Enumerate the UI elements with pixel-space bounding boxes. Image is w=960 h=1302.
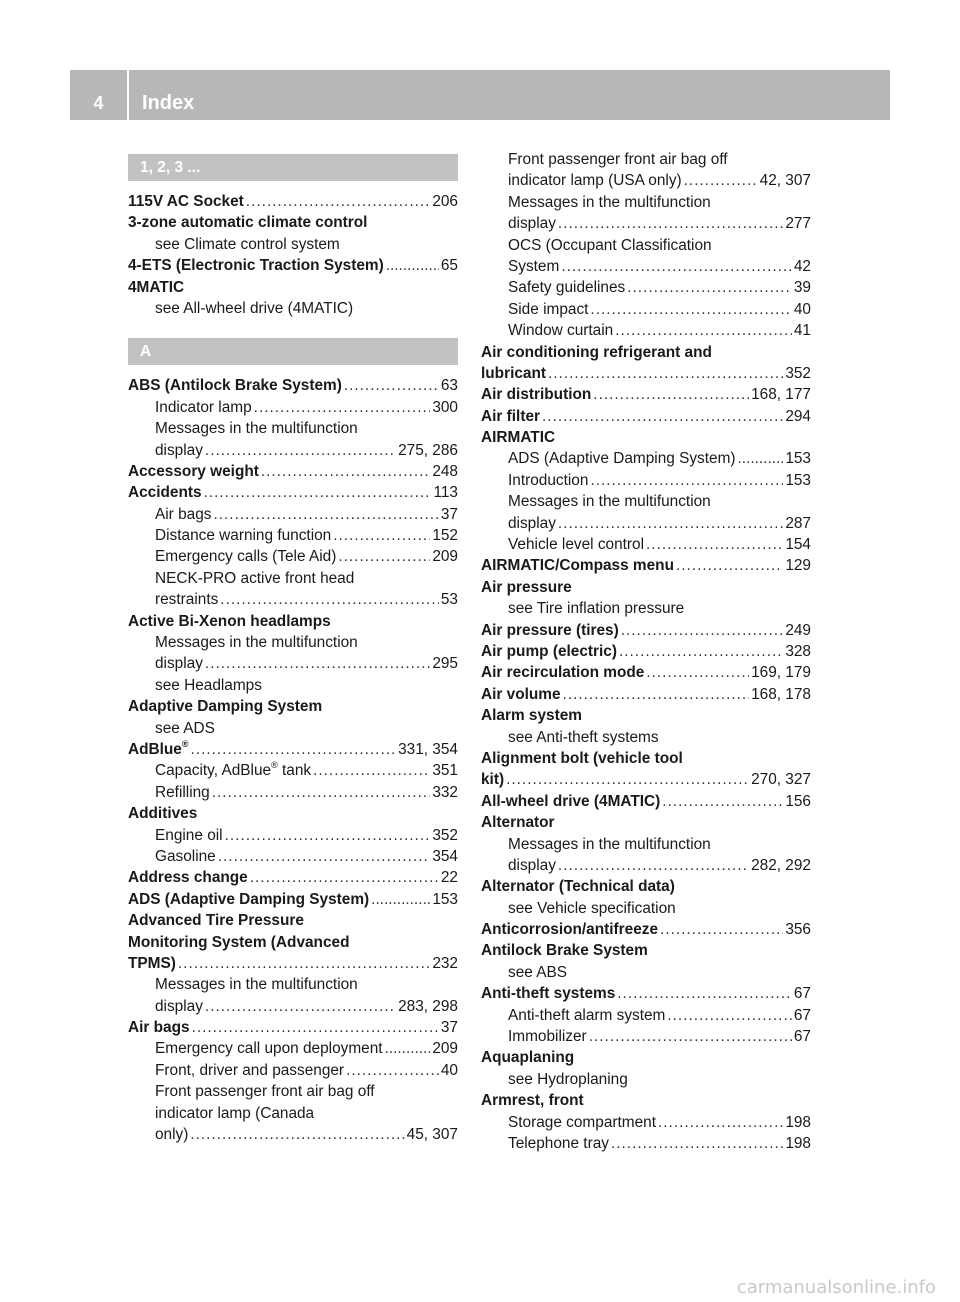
index-subentry xyxy=(481,1133,811,1154)
page-ref: 153 xyxy=(432,890,458,908)
page-ref: 67 xyxy=(793,1006,811,1024)
watermark: carmanualsonline.info xyxy=(736,1277,936,1298)
page-ref: 209 xyxy=(432,548,458,566)
index-entry xyxy=(481,940,811,961)
index-entry xyxy=(128,212,458,233)
entry-text: Emergency call upon deployment xyxy=(155,1040,383,1058)
index-subentry xyxy=(481,213,811,234)
index-subentry xyxy=(481,320,811,341)
index-subentry xyxy=(128,675,458,696)
index-entry xyxy=(481,427,811,448)
leader-dots xyxy=(220,589,439,610)
leader-dots xyxy=(646,662,749,683)
entry-text: Address change xyxy=(128,869,248,887)
index-subentry xyxy=(481,192,811,213)
index-entry xyxy=(128,277,458,298)
page-ref: 356 xyxy=(785,921,811,939)
page-ref: 295 xyxy=(432,655,458,673)
entry-text: AIRMATIC/Compass menu xyxy=(481,557,674,575)
index-entry xyxy=(481,406,811,427)
leader-dots xyxy=(205,440,396,461)
leader-dots xyxy=(684,170,758,191)
entry-text xyxy=(128,739,189,760)
leader-dots xyxy=(191,739,397,760)
page-ref: 294 xyxy=(785,407,811,425)
leader-dots xyxy=(558,855,749,876)
entry-text: Indicator lamp xyxy=(155,398,252,416)
entry-text: only) xyxy=(155,1126,189,1144)
entry-text-main: AdBlue xyxy=(128,740,182,758)
page-ref: 354 xyxy=(432,847,458,865)
entry-text: kit) xyxy=(481,771,505,789)
index-entry xyxy=(481,342,811,363)
entry-text: Alignment bolt (vehicle tool xyxy=(481,749,683,767)
index-entry xyxy=(481,384,811,405)
index-subentry xyxy=(128,397,458,418)
page-ref: 283, 298 xyxy=(398,997,458,1015)
index-subentry xyxy=(128,234,458,255)
index-entry xyxy=(481,876,811,897)
page-ref: 42 xyxy=(793,257,811,275)
page-ref: 209 xyxy=(432,1040,458,1058)
index-entry xyxy=(128,191,458,212)
index-subentry xyxy=(128,504,458,525)
index-entry xyxy=(481,1047,811,1068)
entry-text: Front passenger front air bag off xyxy=(508,151,728,168)
entry-text: Air recirculation mode xyxy=(481,664,645,682)
index-subentry xyxy=(481,277,811,298)
index-entry xyxy=(128,932,458,953)
index-subentry xyxy=(128,1124,458,1145)
page-ref: 232 xyxy=(432,954,458,972)
entry-text: Side impact xyxy=(508,300,589,318)
page-ref: 282, 292 xyxy=(751,856,811,874)
leader-dots xyxy=(250,867,439,888)
entry-text: Air volume xyxy=(481,685,561,703)
entry-text: ADS (Adaptive Damping System) xyxy=(508,450,736,468)
index-entry xyxy=(481,662,811,683)
index-subentry xyxy=(128,525,458,546)
entry-text xyxy=(155,760,311,781)
page-ref: 154 xyxy=(785,536,811,554)
entry-text: Engine oil xyxy=(155,826,223,844)
index-subentry xyxy=(481,470,811,491)
entry-text: TPMS) xyxy=(128,954,176,972)
page-ref: 45, 307 xyxy=(406,1126,458,1144)
entry-text: Messages in the multifunction xyxy=(508,193,711,211)
index-subentry xyxy=(128,632,458,653)
index-entry xyxy=(128,696,458,717)
entry-text-rest: tank xyxy=(277,762,312,780)
entry-text: Air pressure xyxy=(481,578,572,596)
page-ref: 129 xyxy=(785,557,811,575)
entry-text: see ABS xyxy=(508,963,568,981)
index-entry xyxy=(481,620,811,641)
entry-text: Messages in the multifunction xyxy=(508,835,711,853)
leader-dots xyxy=(344,375,439,396)
entry-text: Accidents xyxy=(128,484,202,502)
entry-text: Additives xyxy=(128,805,198,823)
entry-text: Front passenger front air bag off xyxy=(155,1083,375,1101)
entry-text: Advanced Tire Pressure xyxy=(128,912,304,930)
entry-text: Emergency calls (Tele Aid) xyxy=(155,548,337,566)
entry-text: Air pump (electric) xyxy=(481,642,617,660)
page-ref: 67 xyxy=(793,1028,811,1046)
page-ref: 332 xyxy=(432,783,458,801)
page-ref: 275, 286 xyxy=(398,441,458,459)
index-subentry xyxy=(128,782,458,803)
entry-text: All-wheel drive (4MATIC) xyxy=(481,792,661,810)
page-ref: 168, 177 xyxy=(751,386,811,404)
index-entry xyxy=(128,482,458,503)
entry-text: System xyxy=(508,257,560,275)
registered-mark: ® xyxy=(271,760,278,771)
leader-dots xyxy=(190,1124,404,1145)
entry-text: see Vehicle specification xyxy=(508,899,676,917)
page-ref: 352 xyxy=(785,364,811,382)
index-entry xyxy=(481,705,811,726)
entry-text: Accessory weight xyxy=(128,462,259,480)
entry-text: Safety guidelines xyxy=(508,279,626,297)
page-ref: 41 xyxy=(793,322,811,340)
index-subentry xyxy=(128,718,458,739)
index-subentry xyxy=(481,1026,811,1047)
leader-dots xyxy=(205,653,430,674)
index-entry xyxy=(128,739,458,760)
leader-dots xyxy=(548,363,783,384)
entry-text: indicator lamp (Canada xyxy=(155,1104,315,1122)
index-entry xyxy=(481,684,811,705)
leader-dots xyxy=(676,555,783,576)
entry-text: AIRMATIC xyxy=(481,429,556,447)
index-subentry xyxy=(128,825,458,846)
entry-text: Air bags xyxy=(128,1019,190,1037)
page-ref: 39 xyxy=(793,279,811,297)
entry-text: indicator lamp (USA only) xyxy=(508,172,682,190)
index-entry xyxy=(128,461,458,482)
entry-text: display xyxy=(155,655,203,673)
entry-text: see Anti-theft systems xyxy=(508,728,659,746)
leader-dots xyxy=(611,1133,783,1154)
entry-text: restraints xyxy=(155,591,219,609)
entry-text: display xyxy=(508,215,556,233)
entry-text: Antilock Brake System xyxy=(481,942,648,960)
section-header-a: A xyxy=(128,338,458,365)
leader-dots xyxy=(590,299,791,320)
leader-dots xyxy=(506,769,749,790)
index-entry xyxy=(128,255,458,276)
page-ref: 113 xyxy=(433,484,458,502)
index-subentry xyxy=(481,513,811,534)
index-subentry xyxy=(128,1060,458,1081)
leader-dots xyxy=(178,953,430,974)
index-entry xyxy=(481,769,811,790)
entry-text: Air conditioning refrigerant and xyxy=(481,343,712,361)
page-number: 4 xyxy=(93,93,104,113)
index-subentry xyxy=(128,418,458,439)
entry-text: ADS (Adaptive Damping System) xyxy=(128,890,370,908)
entry-text: Messages in the multifunction xyxy=(155,634,358,652)
index-entry xyxy=(481,791,811,812)
index-entry xyxy=(481,641,811,662)
entry-text: Refilling xyxy=(155,783,210,801)
index-entry xyxy=(128,1017,458,1038)
page-ref: 352 xyxy=(432,826,458,844)
page-header xyxy=(70,70,890,120)
leader-dots xyxy=(667,1005,792,1026)
leader-dots xyxy=(205,996,396,1017)
page-ref: 169, 179 xyxy=(751,664,811,682)
page-ref: 300 xyxy=(432,398,458,416)
entry-text: Messages in the multifunction xyxy=(508,493,711,511)
entry-text: Active Bi-Xenon headlamps xyxy=(128,612,331,630)
page-ref: 53 xyxy=(440,591,458,609)
entry-text: display xyxy=(508,514,556,532)
index-entry xyxy=(128,953,458,974)
leader-dots xyxy=(563,684,750,705)
entry-text: Alarm system xyxy=(481,707,582,725)
page-ref: 65 xyxy=(440,257,458,275)
entry-text: Adaptive Damping System xyxy=(128,698,323,716)
index-entry xyxy=(128,867,458,888)
index-entry xyxy=(481,577,811,598)
leader-dots xyxy=(615,320,792,341)
entry-text: 4-ETS (Electronic Traction System) xyxy=(128,257,384,275)
leader-dots xyxy=(212,782,431,803)
page-ref: 168, 178 xyxy=(751,685,811,703)
index-entry xyxy=(481,812,811,833)
leader-dots xyxy=(218,846,431,867)
page-ref: 153 xyxy=(785,471,811,489)
leader-dots xyxy=(371,889,430,910)
leader-dots xyxy=(204,482,432,503)
entry-text: see Hydroplaning xyxy=(508,1070,628,1088)
page-ref: 153 xyxy=(785,450,811,468)
leader-dots xyxy=(646,534,783,555)
page-title: Index xyxy=(142,92,195,114)
entry-text: Window curtain xyxy=(508,322,614,340)
entry-text: see Climate control system xyxy=(155,235,340,253)
entry-text: see Tire inflation pressure xyxy=(508,600,685,618)
entry-text: Air pressure (tires) xyxy=(481,621,619,639)
index-subentry xyxy=(481,448,811,469)
entry-text: ABS (Antilock Brake System) xyxy=(128,377,342,395)
index-subentry xyxy=(128,589,458,610)
registered-mark: ® xyxy=(181,738,189,749)
leader-dots xyxy=(385,1038,431,1059)
index-subentry xyxy=(481,1069,811,1090)
leader-dots xyxy=(660,919,783,940)
leader-dots xyxy=(313,760,430,781)
index-entry xyxy=(481,363,811,384)
index-subentry xyxy=(128,1081,458,1102)
entry-text: Armrest, front xyxy=(481,1092,584,1110)
leader-dots xyxy=(658,1112,783,1133)
entry-text: Anticorrosion/antifreeze xyxy=(481,921,659,939)
page-ref: 37 xyxy=(440,1019,458,1037)
entry-text: display xyxy=(508,856,556,874)
leader-dots xyxy=(225,825,431,846)
index-entry xyxy=(481,555,811,576)
entry-text: 3-zone automatic climate control xyxy=(128,214,368,232)
index-subentry xyxy=(128,974,458,995)
index-subentry xyxy=(128,1103,458,1124)
leader-dots xyxy=(254,397,431,418)
entry-text: see ADS xyxy=(155,719,215,737)
index-entry xyxy=(481,1090,811,1111)
leader-dots xyxy=(333,525,430,546)
index-subentry xyxy=(481,855,811,876)
entry-text: Messages in the multifunction xyxy=(155,976,358,994)
entry-text: 115V AC Socket xyxy=(128,193,244,210)
index-subentry xyxy=(128,568,458,589)
index-subentry xyxy=(481,299,811,320)
index-entry xyxy=(128,910,458,931)
entry-text: Storage compartment xyxy=(508,1113,656,1131)
index-subentry xyxy=(481,898,811,919)
page-ref: 351 xyxy=(432,762,458,780)
index-entry xyxy=(128,803,458,824)
entry-text: NECK-PRO active front head xyxy=(155,569,355,587)
leader-dots xyxy=(617,983,792,1004)
header-divider xyxy=(127,70,129,120)
index-subentry xyxy=(481,1112,811,1133)
entry-text: display xyxy=(155,441,203,459)
index-subentry xyxy=(481,534,811,555)
page-ref: 63 xyxy=(440,377,458,395)
page-ref: 277 xyxy=(785,215,811,233)
page-ref: 40 xyxy=(440,1061,458,1079)
index-subentry xyxy=(481,149,811,170)
entry-text-main: Capacity, AdBlue xyxy=(155,762,272,780)
index-subentry xyxy=(481,235,811,256)
leader-dots xyxy=(558,513,783,534)
index-subentry xyxy=(481,834,811,855)
index-entry xyxy=(481,983,811,1004)
index-subentry xyxy=(481,598,811,619)
index-entry xyxy=(128,375,458,396)
page-ref: 152 xyxy=(432,527,458,545)
entry-text: Alternator (Technical data) xyxy=(481,878,675,896)
entry-text: Messages in the multifunction xyxy=(155,420,358,438)
page-ref: 287 xyxy=(785,514,811,532)
entry-text: Gasoline xyxy=(155,847,216,865)
page-ref: 248 xyxy=(432,462,458,480)
page-ref: 37 xyxy=(440,505,458,523)
entry-text: Anti-theft systems xyxy=(481,985,616,1003)
entry-text: Distance warning function xyxy=(155,527,332,545)
page-ref: 40 xyxy=(793,300,811,318)
index-subentry xyxy=(128,440,458,461)
entry-text: Alternator xyxy=(481,814,555,832)
index-column-left xyxy=(128,149,458,1145)
index-subentry xyxy=(481,962,811,983)
entry-text: display xyxy=(155,997,203,1015)
leader-dots xyxy=(542,406,783,427)
index-subentry xyxy=(128,653,458,674)
leader-dots xyxy=(589,1026,792,1047)
leader-dots xyxy=(213,504,438,525)
leader-dots xyxy=(627,277,792,298)
index-column-right xyxy=(481,149,811,1154)
leader-dots xyxy=(346,1060,439,1081)
page-ref: 328 xyxy=(785,642,811,660)
entry-text: Immobilizer xyxy=(508,1028,587,1046)
entry-text: Vehicle level control xyxy=(508,536,645,554)
entry-text: see All-wheel drive (4MATIC) xyxy=(155,299,354,317)
index-subentry xyxy=(481,256,811,277)
entry-text: Air filter xyxy=(481,407,541,425)
leader-dots xyxy=(386,255,439,276)
page-ref: 198 xyxy=(785,1113,811,1131)
index-entry xyxy=(128,889,458,910)
entry-text: 4MATIC xyxy=(128,278,185,296)
index-entry xyxy=(481,748,811,769)
index-subentry xyxy=(128,846,458,867)
index-subentry xyxy=(128,1038,458,1059)
entry-text: Air bags xyxy=(155,505,212,523)
page-ref: 249 xyxy=(785,621,811,639)
leader-dots xyxy=(261,461,430,482)
index-subentry xyxy=(128,760,458,781)
index-subentry xyxy=(128,996,458,1017)
leader-dots xyxy=(338,546,430,567)
entry-text: Monitoring System (Advanced xyxy=(128,933,350,951)
index-subentry xyxy=(481,170,811,191)
entry-text: Introduction xyxy=(508,471,589,489)
leader-dots xyxy=(662,791,783,812)
page-ref: 206 xyxy=(432,193,458,210)
entry-text: Anti-theft alarm system xyxy=(508,1006,666,1024)
page-ref: 198 xyxy=(785,1134,811,1152)
page-ref: 156 xyxy=(785,792,811,810)
entry-text: Front, driver and passenger xyxy=(155,1061,345,1079)
entry-text: Telephone tray xyxy=(508,1134,609,1152)
index-subentry xyxy=(128,546,458,567)
entry-text: Aquaplaning xyxy=(481,1049,575,1067)
leader-dots xyxy=(593,384,749,405)
index-subentry xyxy=(481,727,811,748)
index-entry xyxy=(128,611,458,632)
index-subentry xyxy=(481,491,811,512)
leader-dots xyxy=(738,448,784,469)
leader-dots xyxy=(561,256,792,277)
leader-dots xyxy=(621,620,784,641)
page-ref: 67 xyxy=(793,985,811,1003)
entry-text: lubricant xyxy=(481,364,546,382)
leader-dots xyxy=(590,470,783,491)
page-ref: 270, 327 xyxy=(751,771,811,789)
leader-dots xyxy=(192,1017,439,1038)
page-ref: 22 xyxy=(440,869,458,887)
entry-text: OCS (Occupant Classification xyxy=(508,236,712,254)
section-header-numbers: 1, 2, 3 ... xyxy=(128,154,458,181)
index-entry xyxy=(481,919,811,940)
page-ref: 42, 307 xyxy=(759,172,811,190)
entry-text: Air distribution xyxy=(481,386,592,404)
leader-dots xyxy=(558,213,783,234)
index-subentry xyxy=(128,298,458,319)
page-ref: 331, 354 xyxy=(398,740,458,758)
leader-dots xyxy=(246,191,431,212)
entry-text: see Headlamps xyxy=(155,676,262,694)
index-subentry xyxy=(481,1005,811,1026)
leader-dots xyxy=(619,641,783,662)
